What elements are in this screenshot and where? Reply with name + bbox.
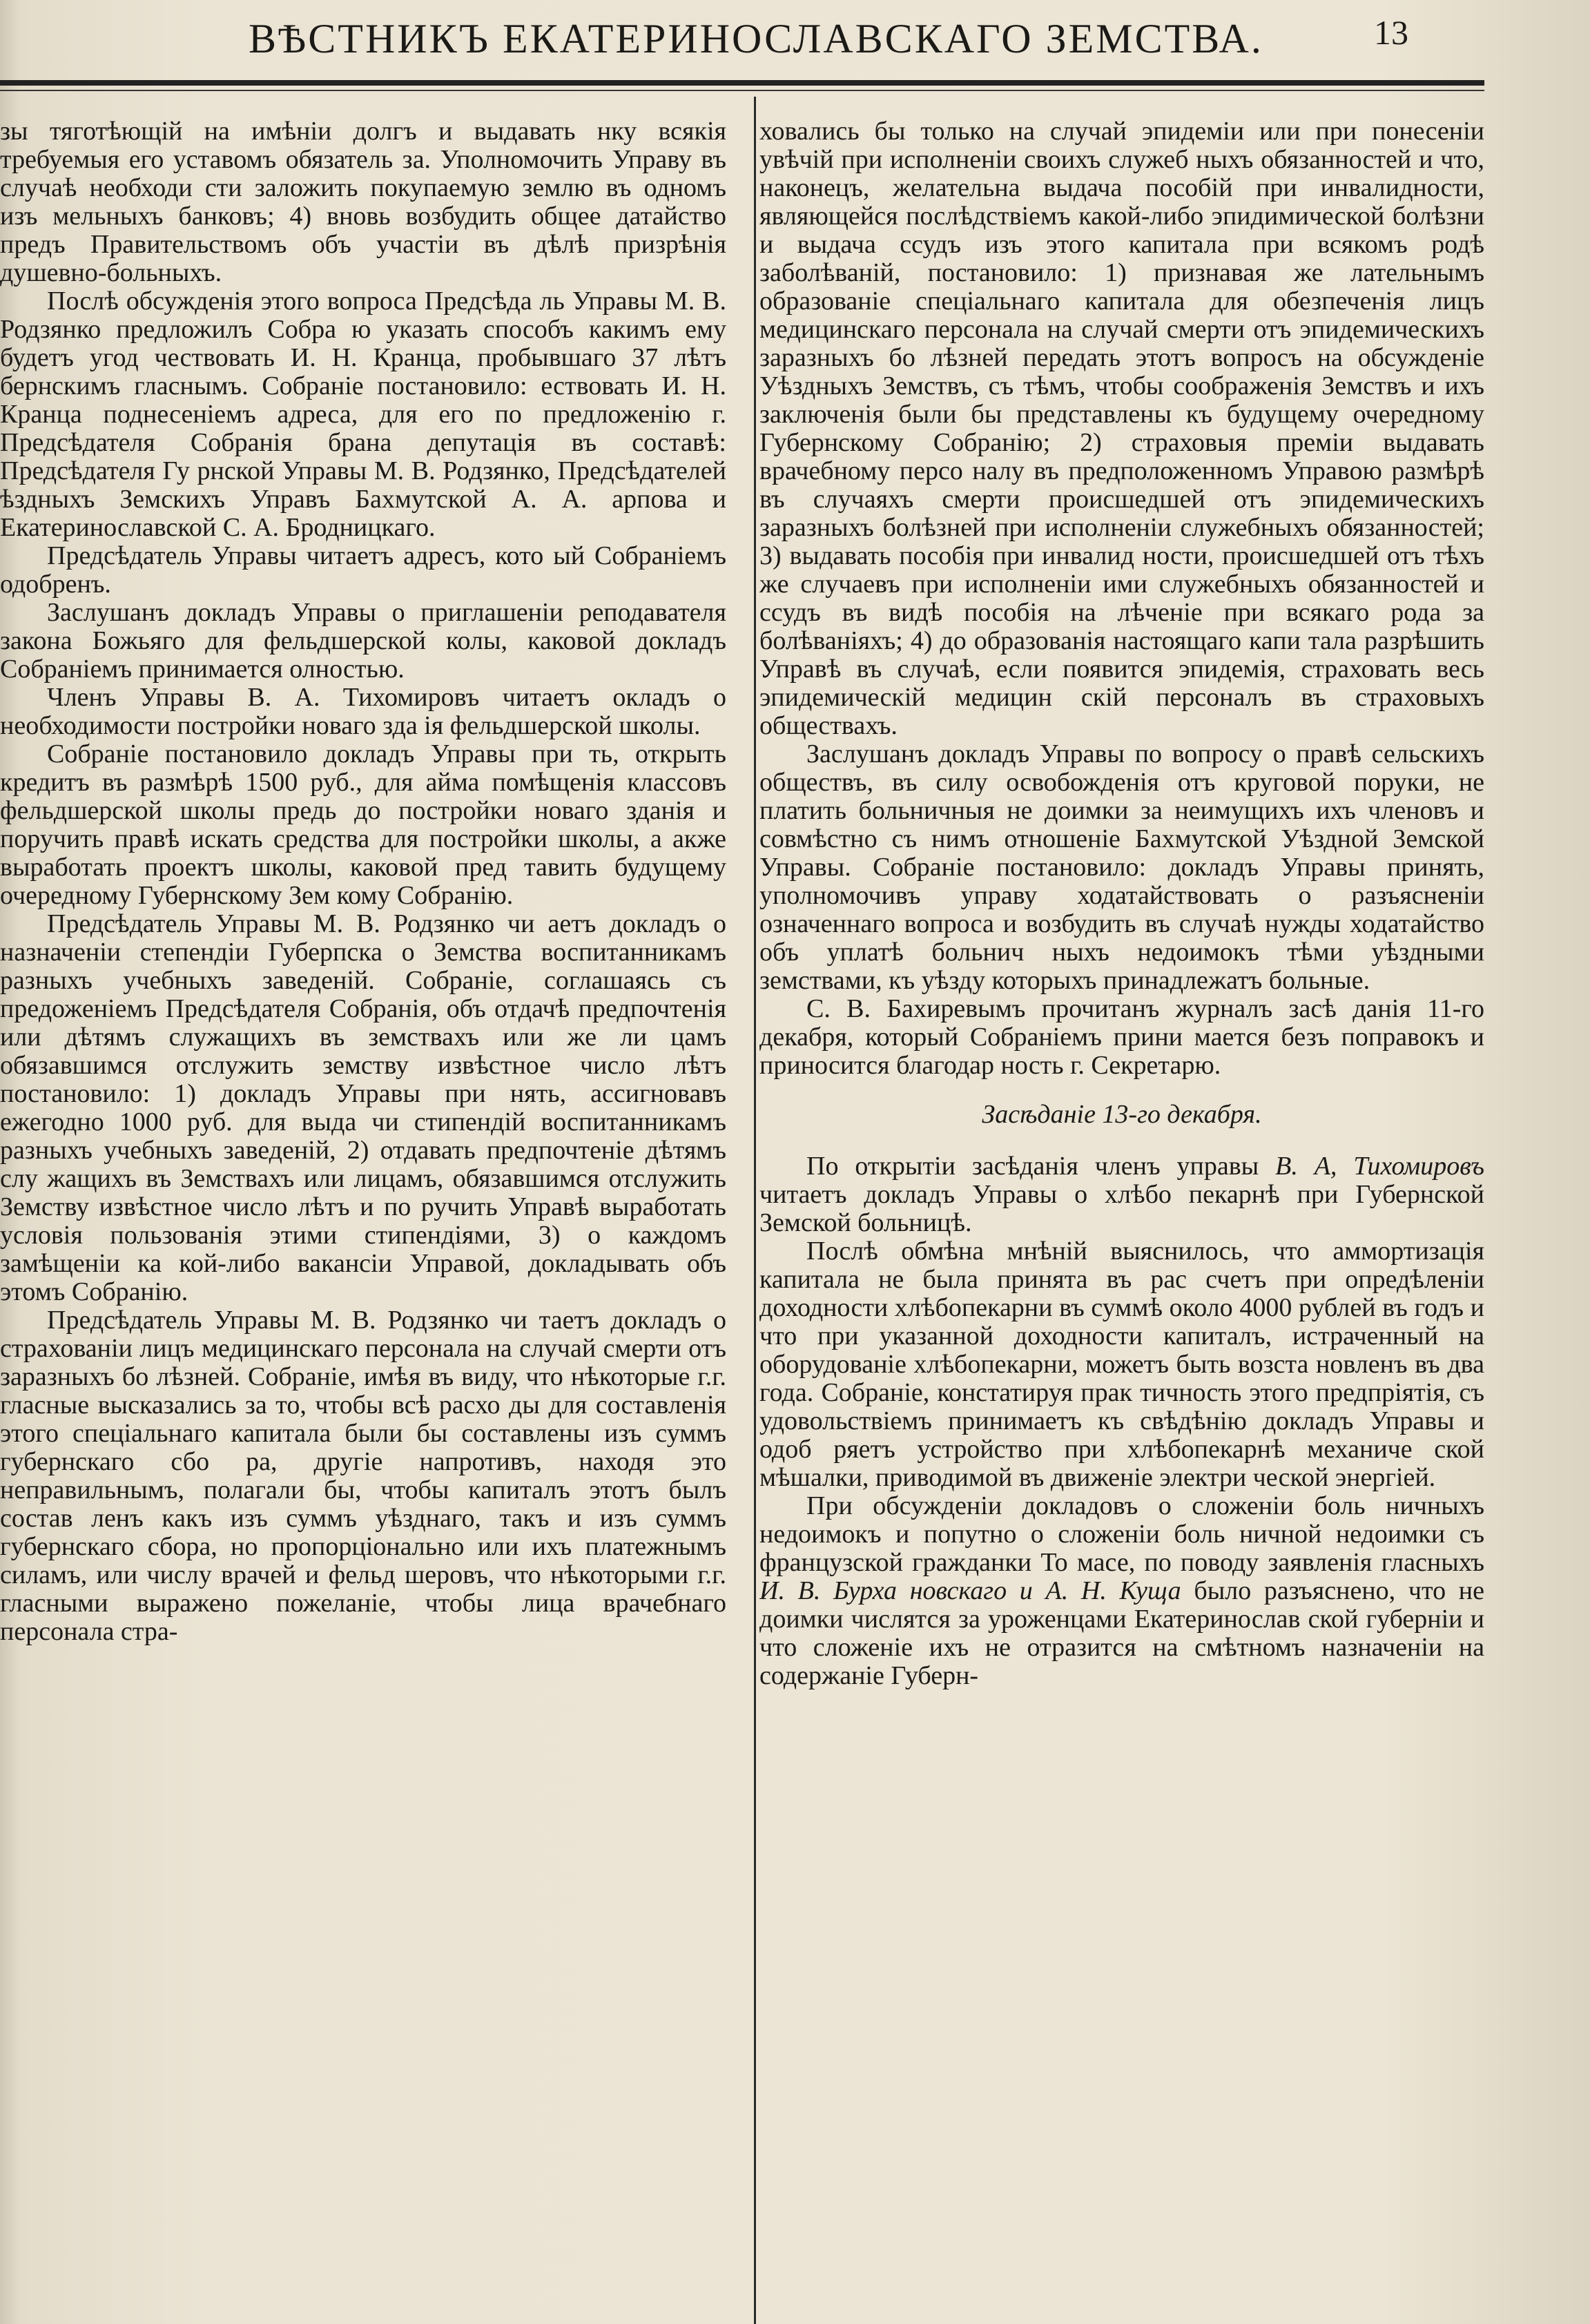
paragraph: Послѣ обмѣна мнѣній выяснилось, что аммортизація капитала не была принята въ рас счетъ при опредѣленіи доходности хлѣбопекарни въ суммѣ около 4000 рублей въ годъ и что при указанной доходности капиталъ, истраченный на оборудованіе хлѣбопекарни, можетъ быть возста новленъ въ два года. Собраніе, констатируя прак тичность этого предпріятія, съ удовольствіемъ принимаетъ къ свѣдѣнію докладъ Управы и одоб ряетъ устройство при хлѣбопекарнѣ механиче ской мѣшалки, приводимой въ движеніе электри ческой энергіей. <box>759 1237 1484 1492</box>
paragraph: Членъ Управы В. А. Тихомировъ читаетъ окладъ о необходимости постройки новаго зда ія фельдшерской школы. <box>0 683 726 740</box>
left-column <box>0 117 726 2313</box>
paragraph: Заслушанъ докладъ Управы о приглашеніи реподавателя закона Божьяго для фельдшерской колы, каковой докладъ Собраніемъ принимается олностью. <box>0 598 726 684</box>
column-divider <box>754 97 756 2324</box>
header-rule-thick <box>0 80 1484 86</box>
right-column <box>759 117 1484 2313</box>
paragraph: Послѣ обсужденія этого вопроса Предсѣда ль Управы М. В. Родзянко предложилъ Собра ю указать способъ какимъ ему будетъ угод чествовать И. Н. Кранца, пробывшаго 37 лѣтъ бернскимъ гласнымъ. Собраніе постановило: ествовать И. Н. Кранца поднесеніемъ адреса, для его по предложенію г. Предсѣдателя Собранія брана депутація въ составѣ: Предсѣдателя Гу рнской Управы М. В. Родзянко, Предсѣдателей ѣздныхъ Земскихъ Управъ Бахмутской А. А. арпова и Екатеринославской С. А. Бродницкаго. <box>0 287 726 542</box>
paragraph: Заслушанъ докладъ Управы по вопросу о правѣ сельскихъ обществъ, въ силу освобожденія отъ круговой поруки, не платить больничныя не доимки за неимущихъ ихъ членовъ и совмѣстно съ нимъ отношеніе Бахмутской Уѣздной Земской Управы. Собраніе постановило: докладъ Управы принять, уполномочивъ управу ходатайствовать о разъясненіи означеннаго вопроса и возбудить въ случаѣ нужды ходатайство объ уплатѣ больнич ныхъ недоимокъ тѣми уѣздными земствами, къ уѣзду которыхъ принадлежатъ больные. <box>759 739 1484 995</box>
text-run: читаетъ докладъ Управы о хлѣбо пекарнѣ при Губернской Земской больницѣ. <box>759 1180 1484 1237</box>
page-header <box>0 0 1590 77</box>
person-name: В. А, Тихомировъ <box>1275 1152 1484 1181</box>
paragraph: Предсѣдатель Управы М. В. Родзянко чи аетъ докладъ о назначеніи степендіи Губерпска о Земства воспитанникамъ разныхъ учебныхъ заведеній. Собраніе, соглашаясь съ предоженіемъ Предсѣдателя Собранія, объ отдачѣ предпочтенія или дѣтямъ служащихъ въ земствахъ или же ли цамъ обязавшимся отслужить земству извѣстное число лѣтъ постановило: 1) докладъ Управы при нять, ассигновавъ ежегодно 1000 руб. для выда чи стипендій воспитанникамъ разныхъ учебныхъ заведеній, 2) отдавать предпочтеніе дѣтямъ слу жащихъ въ Земствахъ или лицамъ, обязавшимся отслужить Земству извѣстное число лѣтъ и по ручить Управѣ выработать условія пользованія этими стипендіями, 3) о каждомъ замѣщеніи ка кой-либо вакансіи Управой, докладывать объ этомъ Собранію. <box>0 909 726 1306</box>
section-heading: Засѣданіе 13-го декабря. <box>982 1100 1262 1129</box>
text-run: При обсужденіи докладовъ о сложеніи боль ничныхъ недоимокъ и попутно о сложеніи боль ничной недоимки съ французской гражданки То масе, по поводу заявленія гласныхъ <box>759 1491 1484 1577</box>
person-name: И. В. Бурха новскаго и А. Н. Куща <box>759 1576 1181 1605</box>
text-run: было разъяснено, что не доимки числятся за уроженцами Екатеринослав ской губерніи и что сложеніе ихъ не отразится на смѣтномъ назначеніи на содержаніе Губерн- <box>759 1576 1484 1690</box>
paragraph: Собраніе постановило докладъ Управы при ть, открыть кредитъ въ размѣрѣ 1500 руб., для айма помѣщенія классовъ фельдшерской школы предь до постройки новаго зданія и поручить правѣ искать средства для постройки школы, а акже выработать проектъ школы, каковой пред тавить будущему очередному Губернскому Зем кому Собранію. <box>0 739 726 910</box>
running-head-title: ВѢСТНИКЪ ЕКАТЕРИНОСЛАВСКАГО ЗЕМСТВА. <box>249 16 1263 61</box>
paragraph <box>759 1152 1484 1237</box>
paragraph: зы тяготѣющій на имѣніи долгъ и выдавать нку всякія требуемыя его уставомъ обязатель за. Уполномочить Управу въ случаѣ необходи сти заложить покупаемую землю въ одномъ изъ мельныхъ банковъ; 4) вновь возбудить общее датайство предъ Правительствомъ объ участіи въ дѣлѣ призрѣнія душевно-больныхъ. <box>0 117 726 287</box>
paragraph: С. В. Бахиревымъ прочитанъ журналъ засѣ данія 11-го декабря, который Собраніемъ прини мается безъ поправокъ и приносится благодар ность г. Секретарю. <box>759 994 1484 1080</box>
paragraph <box>759 1492 1484 1690</box>
text-run: По открытіи засѣданія членъ управы <box>806 1152 1276 1181</box>
paragraph: Предсѣдатель Управы читаетъ адресъ, кото ый Собраніемъ одобренъ. <box>0 541 726 599</box>
page-number: 13 <box>1374 13 1408 52</box>
paragraph: ховались бы только на случай эпидеміи или при понесеніи увѣчій при исполненіи своихъ служеб ныхъ обязанностей и что, наконецъ, желательна выдача пособій при инвалидности, являющейся послѣдствіемъ какой-либо эпидимической болѣзни и выдача ссудъ изъ этого капитала при всякомъ родѣ заболѣваній, постановило: 1) признавая же лательнымъ образованіе спеціальнаго капитала для обезпеченія лицъ медицинскаго персонала на случай смерти отъ эпидемическихъ заразныхъ бо лѣзней передать этотъ вопросъ на обсужденіе Уѣздныхъ Земствъ, съ тѣмъ, чтобы соображенія Земствъ и ихъ заключенія были бы представлены къ будущему очередному Губернскому Собранію; 2) страховыя преміи выдавать врачебному персо налу въ предположенномъ Управою размѣрѣ въ случаяхъ смерти происшедшей отъ эпидемическихъ заразныхъ болѣзней при исполненіи служебныхъ обязанностей; 3) выдавать пособія при инвалид ности, происшедшей отъ тѣхъ же случаевъ при исполненіи ими служебныхъ обязанностей и ссудъ въ видѣ пособія на лѣченіе при всякаго рода за болѣваніяхъ; 4) до образованія настоящаго капи тала разрѣшить Управѣ въ случаѣ, если появится эпидемія, страховать весь эпидемическій медицин скій персоналъ въ страховыхъ обществахъ. <box>759 117 1484 740</box>
paragraph: Предсѣдатель Управы М. В. Родзянко чи таетъ докладъ о страхованіи лицъ медицинскаго персонала на случай смерти отъ заразныхъ бо лѣзней. Собраніе, имѣя въ виду, что нѣкоторые г.г. гласные высказались за то, чтобы всѣ расхо ды для составленія этого спеціальнаго капитала были бы составлены изъ суммъ губернскаго сбо ра, другіе напротивъ, находя это неправильнымъ, полагали бы, чтобы капиталъ этотъ былъ состав ленъ какъ изъ суммъ уѣзднаго, такъ и изъ суммъ губернскаго сбора, но пропорціонально или ихъ платежнымъ силамъ, или числу врачей и фельд шеровъ, что нѣкоторыми г.г. гласными выражено пожеланіе, чтобы лица врачебнаго персонала стра- <box>0 1306 726 1646</box>
header-rule-thin <box>0 90 1484 91</box>
